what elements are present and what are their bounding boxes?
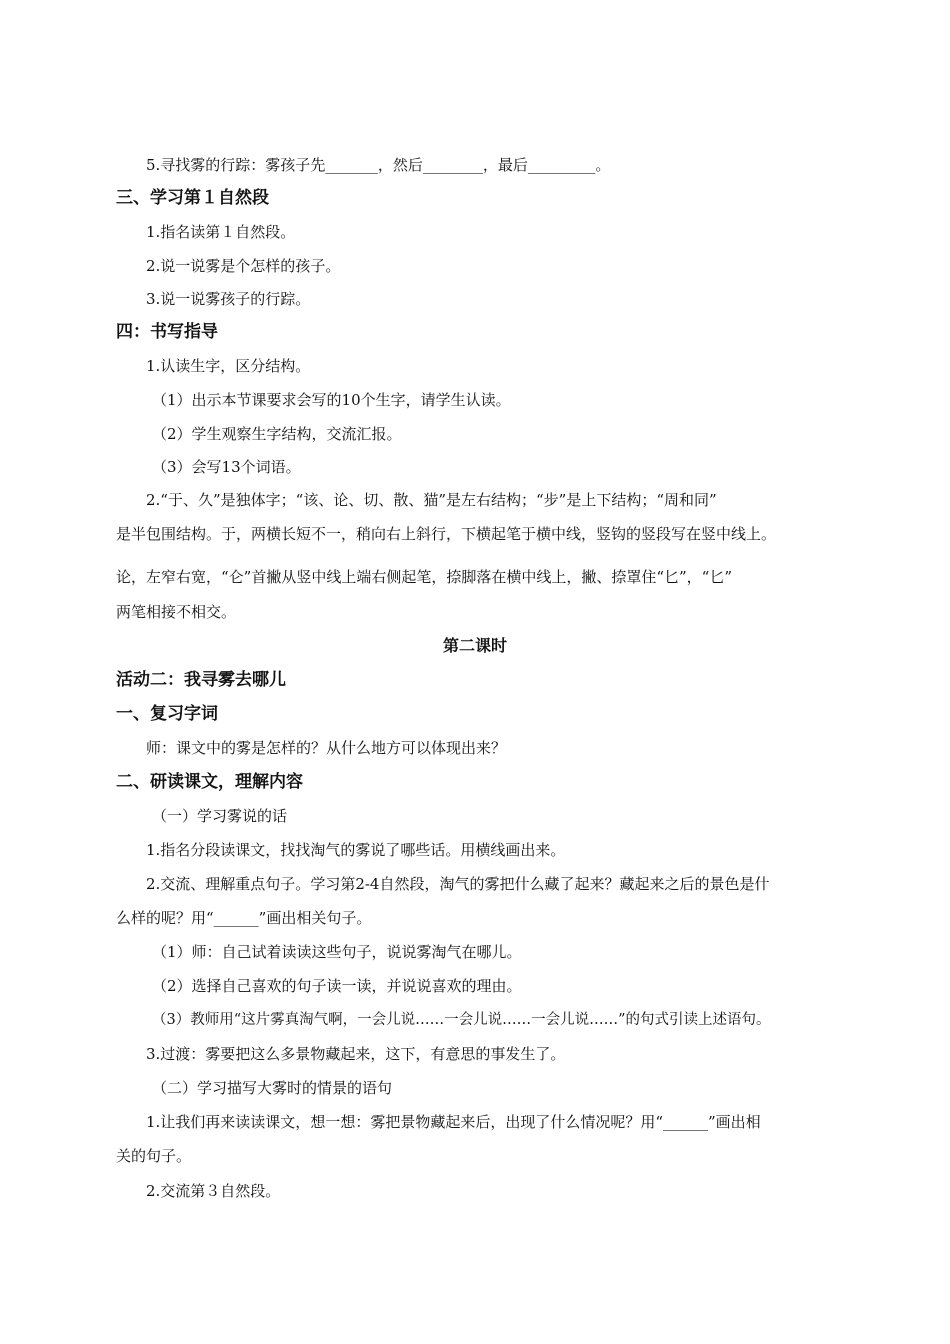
paragraph: 么样的呢？用“______”画出相关句子。: [116, 909, 372, 927]
heading-section-4: 四：书写指导: [116, 322, 218, 342]
paragraph: 1.指名读第１自然段。: [146, 223, 296, 241]
paragraph-fog-trace: 5.寻找雾的行踪：雾孩子先_______，然后________，最后_________。: [146, 156, 611, 174]
paragraph: 是半包围结构。于，两横长短不一，稍向右上斜行，下横起笔于横中线，竖钩的竖段写在竖中线上。: [116, 525, 777, 543]
heading-review: 一、复习字词: [116, 704, 218, 724]
paragraph: （3）会写13个词语。: [152, 458, 301, 476]
heading-section-3: 三、学习第１自然段: [116, 188, 269, 208]
lesson-title: 第二课时: [442, 636, 507, 655]
paragraph: 2.“于、久”是独体字；“该、论、切、散、猫”是左右结构；“步”是上下结构；“周和同”: [146, 491, 717, 509]
paragraph: 1.指名分段读课文，找找淘气的雾说了哪些话。用横线画出来。: [146, 841, 566, 859]
paragraph: 1.认读生字，区分结构。: [146, 357, 311, 375]
paragraph: 3.过渡：雾要把这么多景物藏起来，这下，有意思的事发生了。: [146, 1045, 566, 1063]
paragraph: 关的句子。: [116, 1147, 192, 1165]
paragraph: 1.让我们再来读读课文，想一想：雾把景物藏起来后，出现了什么情况呢？用“______”画出相: [146, 1113, 761, 1131]
paragraph: 两笔相接不相交。: [116, 603, 237, 621]
paragraph: （3）教师用“这片雾真淘气啊，一会儿说……一会儿说……一会儿说……”的句式引读上述语句。: [152, 1012, 771, 1028]
paragraph: 2.交流、理解重点句子。学习第2-4自然段，淘气的雾把什么藏了起来？藏起来之后的景色是什: [146, 875, 770, 893]
heading-activity-2: 活动二：我寻雾去哪儿: [116, 670, 286, 690]
paragraph: 2.说一说雾是个怎样的孩子。: [146, 257, 341, 275]
paragraph: 师：课文中的雾是怎样的？从什么地方可以体现出来？: [146, 739, 507, 757]
paragraph: 论，左窄右宽，“仑”首撇从竖中线上端右侧起笔，捺脚落在横中线上，撇、捺罩住“匕”，“匕”: [116, 568, 733, 586]
paragraph: （2）学生观察生字结构，交流汇报。: [152, 425, 402, 443]
paragraph: 3.说一说雾孩子的行踪。: [146, 290, 311, 308]
heading-study-text: 二、研读课文，理解内容: [116, 772, 303, 792]
paragraph: （二）学习描写大雾时的情景的语句: [152, 1079, 393, 1097]
paragraph: 2.交流第３自然段。: [146, 1182, 281, 1200]
paragraph: （2）选择自己喜欢的句子读一读，并说说喜欢的理由。: [152, 977, 522, 995]
paragraph: （1）师：自己试着读读这些句子，说说雾淘气在哪儿。: [152, 943, 522, 961]
paragraph: （1）出示本节课要求会写的10个生字，请学生认读。: [152, 391, 511, 409]
paragraph: （一）学习雾说的话: [152, 807, 288, 825]
